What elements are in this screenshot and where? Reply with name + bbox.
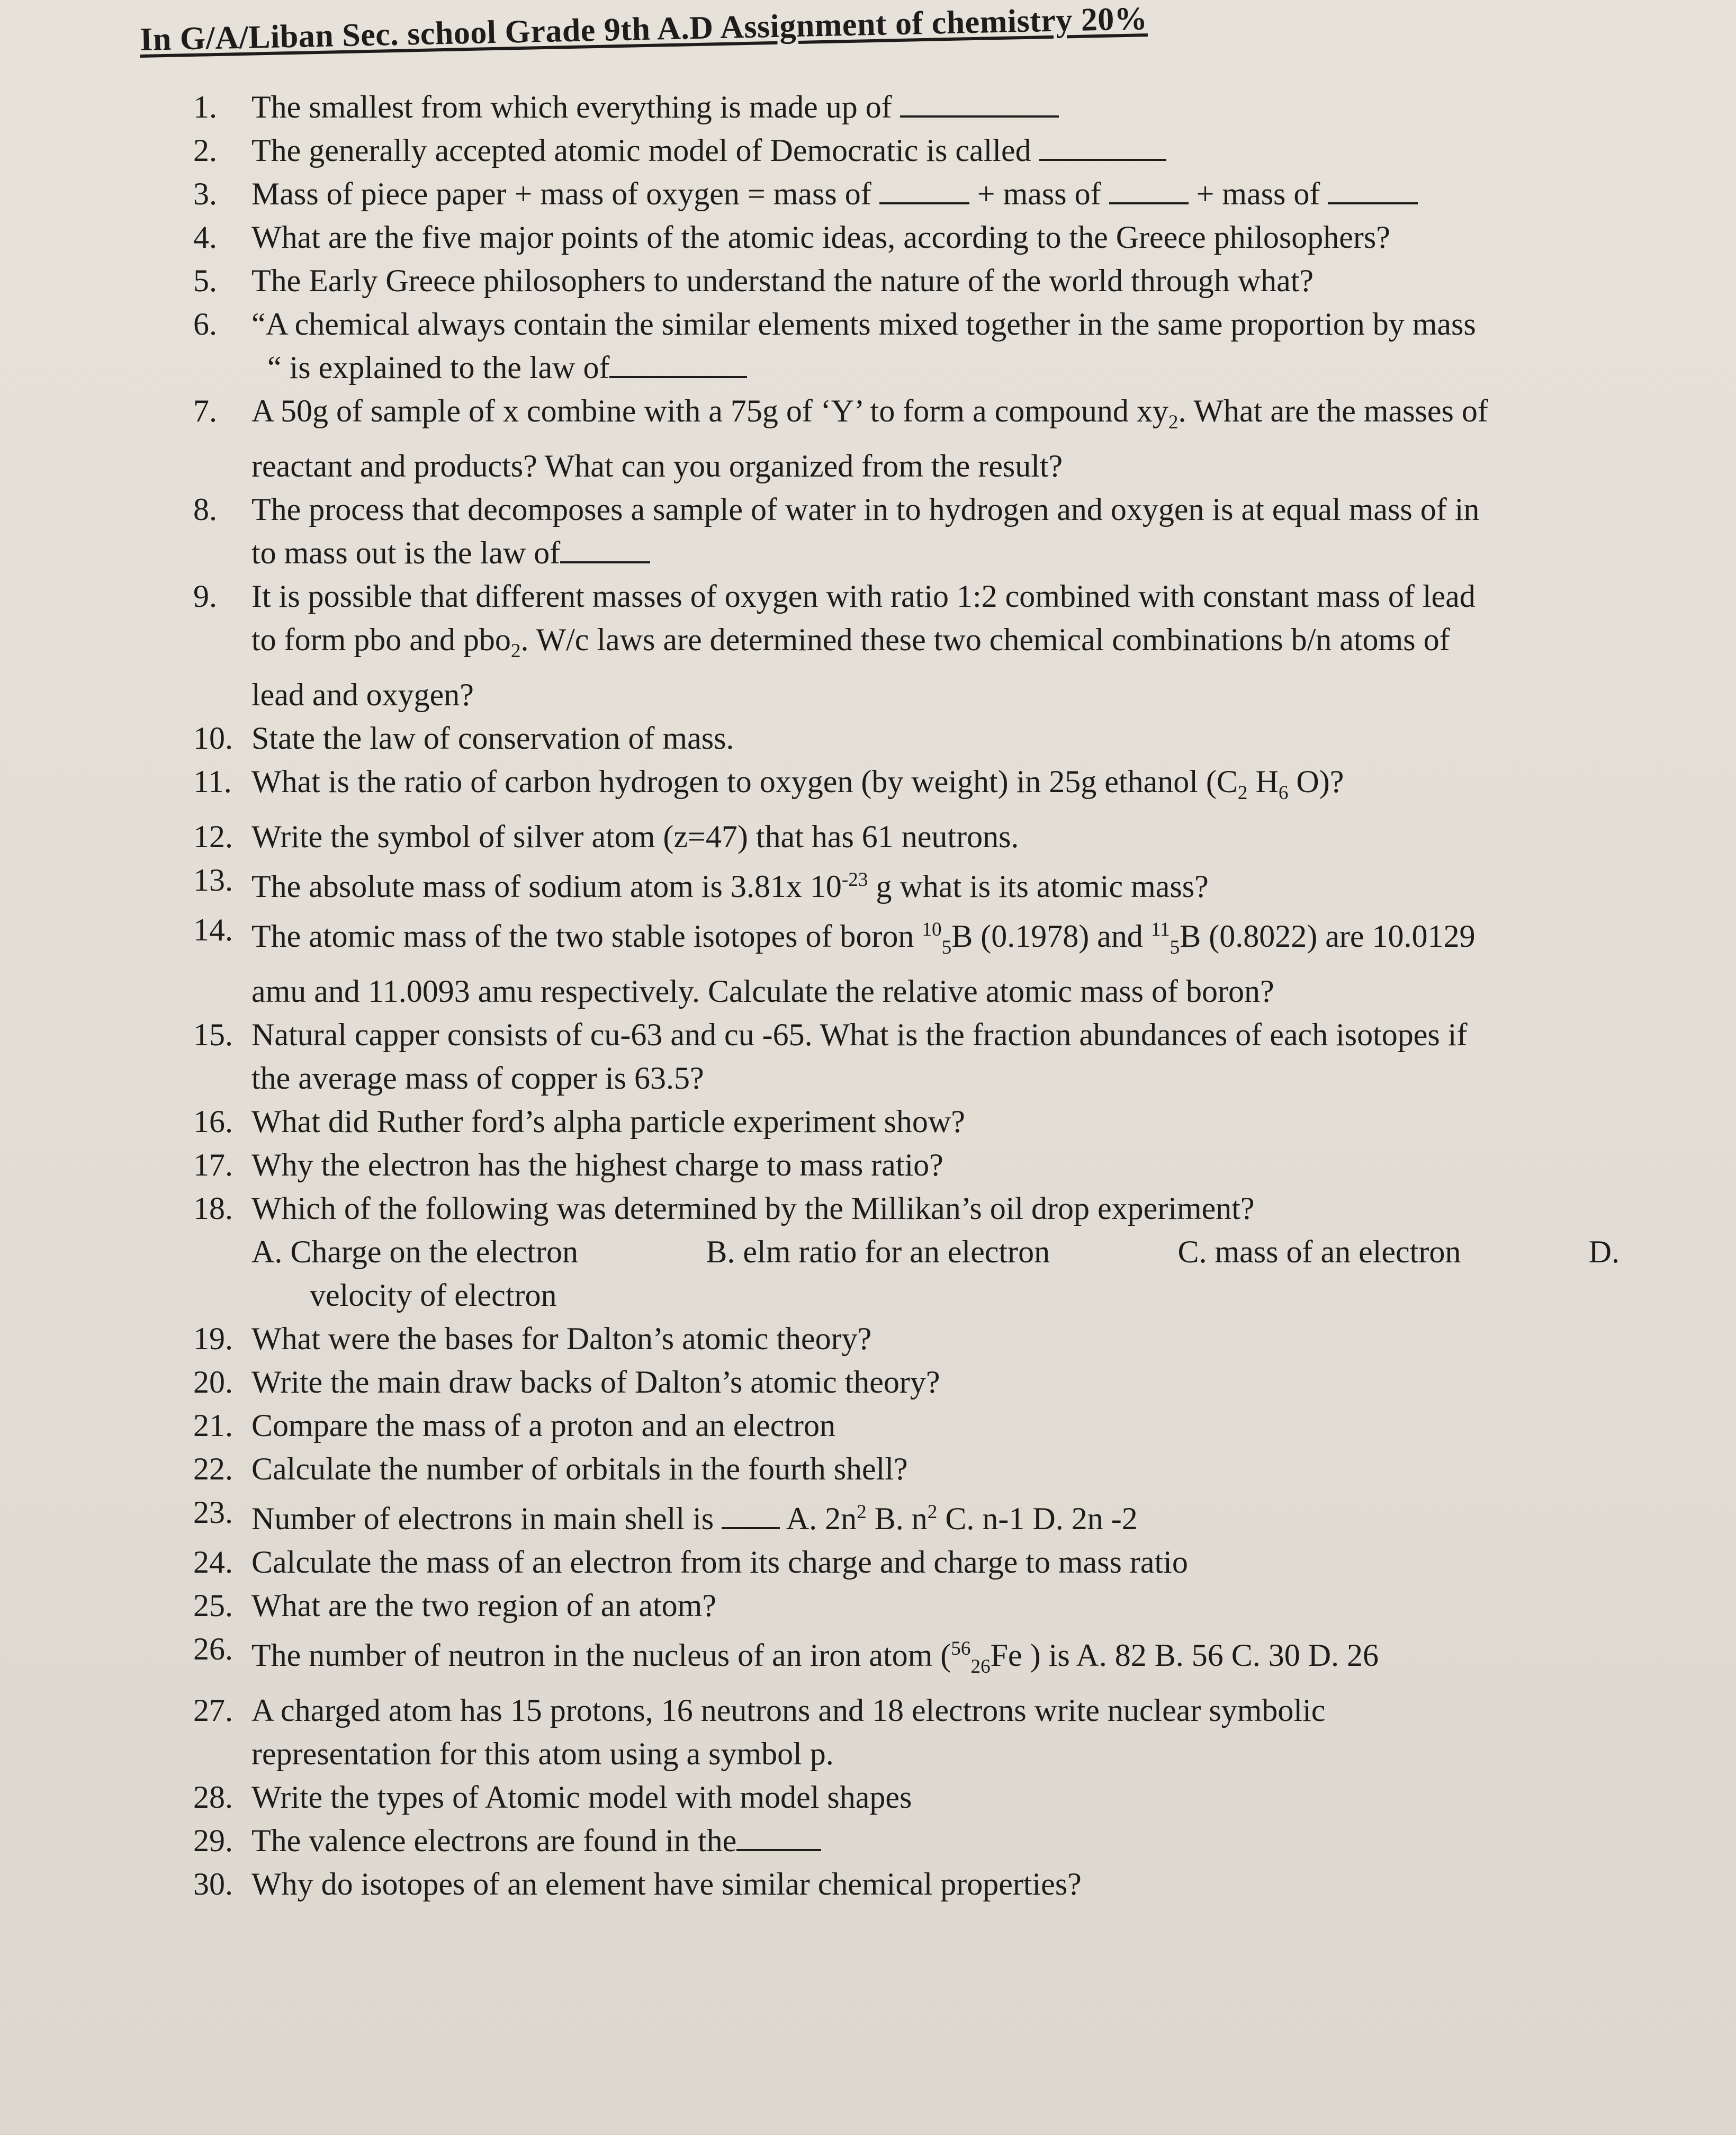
answer-blank <box>736 1844 821 1851</box>
question-11: 11. What is the ratio of carbon hydrogen to oxygen (by weight) in 25g ethanol ($C_2$ $H_6$ O)? <box>193 764 1344 804</box>
question-26: 26. The number of neutron in the nucleus of an iron atom ($^{56}_{26}$Fe ) is A. 82 B. 56 C. 30 D. 26 <box>193 1631 1379 1677</box>
question-19: 19. What were the bases for Dalton’s atomic theory? <box>193 1321 872 1356</box>
answer-blank <box>1328 197 1418 204</box>
answer-blank <box>609 371 747 378</box>
choice-d: D. <box>1588 1234 1620 1269</box>
question-14: 14. The atomic mass of the two stable isotopes of boron $^{10}_5$B (0.1978) and $^{11}_5$B (0.8022) are 10.0129 amu and 11.0093 amu respectively. Calculate the relative atomic mass of boron? <box>193 912 1476 1009</box>
question-28: 28. Write the types of Atomic model with model shapes <box>193 1780 912 1815</box>
question-30: 30. Why do isotopes of an element have similar chemical properties? <box>193 1867 1082 1901</box>
question-29: 29. The valence electrons are found in the <box>193 1819 1672 1862</box>
question-6: 6. “A chemical always contain the similar elements mixed together in the same proportion by mass “ is explained to the law of <box>193 307 1476 385</box>
question-10: 10. State the law of conservation of mass. <box>193 721 734 756</box>
question-5: 5. The Early Greece philosophers to understand the nature of the world through what? <box>193 263 1314 298</box>
answer-blank <box>722 1522 780 1529</box>
question-3: 3. Mass of piece paper + mass of oxygen = mass of + mass of + mass of <box>193 172 1672 216</box>
question-22: 22. Calculate the number of orbitals in the fourth shell? <box>193 1451 908 1486</box>
question-8: 8. The process that decomposes a sample of water in to hydrogen and oxygen is at equal mass of in to mass out is the law of <box>193 492 1480 570</box>
answer-blank <box>1109 197 1189 204</box>
answer-blank <box>900 110 1059 118</box>
question-7: 7. A 50g of sample of x combine with a 75g of ‘Y’ to form a compound $xy_2$. What are the masses of reactant and products? What can you organized from the result? <box>193 393 1488 483</box>
choice-d-text: velocity of electron <box>310 1278 557 1313</box>
question-16: 16. What did Ruther ford’s alpha particle experiment show? <box>193 1104 965 1139</box>
question-4: 4. What are the five major points of the atomic ideas, according to the Greece philosophers? <box>193 220 1390 255</box>
question-24: 24. Calculate the mass of an electron from its charge and charge to mass ratio <box>193 1545 1188 1580</box>
question-12: 12. Write the symbol of silver atom (z=47) that has 61 neutrons. <box>193 819 1019 854</box>
choice-c: C. mass of an electron <box>1177 1234 1461 1269</box>
question-1: 1. The smallest from which everything is made up of <box>193 85 1672 129</box>
choice-a: A. Charge on the electron <box>251 1234 579 1269</box>
question-21: 21. Compare the mass of a proton and an electron <box>193 1408 835 1443</box>
choice-b: B. elm ratio for an electron <box>706 1234 1050 1269</box>
question-18: 18. Which of the following was determined by the Millikan’s oil drop experiment? A. Charge on the electron B. elm ratio for an electron C. mass of an electron D. velocity of electron <box>193 1187 1672 1317</box>
question-13: 13. The absolute mass of sodium atom is 3.81x $10^{-23}$ g what is its atomic mass? <box>193 863 1209 904</box>
answer-blank <box>560 556 650 563</box>
question-list <box>135 85 1672 1906</box>
question-23: 23. Number of electrons in main shell is A. $2n^2$ B. $n^2$ C. n-1 D. 2n -2 <box>193 1495 1138 1536</box>
question-15: 15. Natural capper consists of cu-63 and cu -65. What is the fraction abundances of each isotopes if the average mass of copper is 63.5? <box>193 1017 1468 1096</box>
question-2: 2. The generally accepted atomic model of Democratic is called <box>193 129 1672 172</box>
answer-blank <box>1039 154 1166 161</box>
answer-blank <box>879 197 969 204</box>
question-25: 25. What are the two region of an atom? <box>193 1588 716 1623</box>
question-20: 20. Write the main draw backs of Dalton’s atomic theory? <box>193 1365 940 1400</box>
choice-options <box>251 1230 1672 1273</box>
page-title: In G/A/Liban Sec. school Grade 9th A.D Assignment of chemistry 20% <box>139 1 1148 58</box>
question-9: 9. It is possible that different masses of oxygen with ratio 1:2 combined with constant mass of lead to form pbo and pbo$_2$. W/c laws are determined these two chemical combinations b/n atoms of lead and oxygen? <box>193 579 1476 712</box>
question-17: 17. Why the electron has the highest charge to mass ratio? <box>193 1147 943 1182</box>
question-27: 27. A charged atom has 15 protons, 16 neutrons and 18 electrons write nuclear symbolic representation for this atom using a symbol p. <box>193 1693 1326 1771</box>
